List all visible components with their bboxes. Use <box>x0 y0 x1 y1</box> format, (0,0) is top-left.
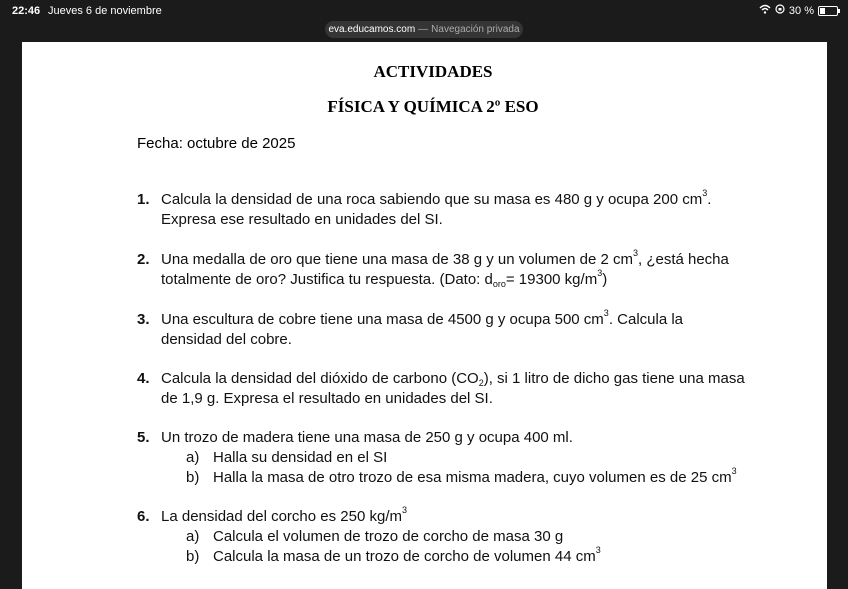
address-domain: eva.educamos.com <box>328 24 416 35</box>
subscript: 2 <box>478 378 484 388</box>
sub-letter: b) <box>186 548 200 565</box>
sub-letter: a) <box>186 449 200 466</box>
question-number: 1. <box>137 191 150 208</box>
question-number: 5. <box>137 429 150 446</box>
question-line <box>161 270 757 290</box>
sub-letter: b) <box>186 469 200 486</box>
question-6 <box>137 507 757 567</box>
document-title: ACTIVIDADES <box>373 62 493 81</box>
text-part: . Calcula la <box>608 311 684 328</box>
address-bar[interactable] <box>325 21 523 38</box>
question-number: 4. <box>137 370 150 387</box>
superscript: 3 <box>402 505 408 515</box>
question-line: Un trozo de madera tiene una masa de 250 g y ocupa 400 ml. <box>161 429 573 446</box>
question-line <box>161 507 757 527</box>
battery-percent: 30 % <box>788 4 814 17</box>
sub-question-6a <box>186 527 757 547</box>
text-part: ) <box>602 271 608 288</box>
text-part: , ¿está hecha <box>637 251 729 268</box>
question-line: densidad del cobre. <box>161 331 292 348</box>
question-line: de 1,9 g. Expresa el resultado en unidades del SI. <box>161 390 493 407</box>
question-5 <box>137 428 757 488</box>
question-3 <box>137 310 757 350</box>
question-4 <box>137 369 757 409</box>
sub-text: Calcula la masa de un trozo de corcho de volumen 44 cm <box>213 548 596 565</box>
text-part: . <box>707 191 712 208</box>
superscript: 3 <box>632 248 638 258</box>
wifi-icon <box>759 4 771 17</box>
sub-question-5b <box>186 468 757 488</box>
question-number: 3. <box>137 311 150 328</box>
question-number: 6. <box>137 508 150 525</box>
question-2 <box>137 250 757 290</box>
document-page[interactable] <box>22 42 827 589</box>
superscript: 3 <box>731 466 737 476</box>
question-line: Expresa ese resultado en unidades del SI. <box>161 211 443 228</box>
sub-question-5a <box>186 448 757 468</box>
sub-text: Halla su densidad en el SI <box>213 449 388 466</box>
text-part: totalmente de oro? Justifica tu respuesta. (Dato: d <box>161 271 493 288</box>
text-part: Calcula la densidad de una roca sabiendo que su masa es 480 g y ocupa 200 cm <box>161 191 703 208</box>
status-bar <box>0 0 848 22</box>
status-date: Jueves 6 de noviembre <box>48 5 162 17</box>
address-separator: — <box>418 24 429 35</box>
subscript: oro <box>492 279 506 289</box>
question-line <box>161 250 757 270</box>
text-part: Una medalla de oro que tiene una masa de 38 g y un volumen de 2 cm <box>161 251 633 268</box>
document-date: Fecha: octubre de 2025 <box>137 135 296 152</box>
sub-text: Calcula el volumen de trozo de corcho de masa 30 g <box>213 528 564 545</box>
sub-question-6b <box>186 547 757 567</box>
superscript: 3 <box>597 268 603 278</box>
orientation-lock-icon <box>775 4 785 17</box>
question-1 <box>137 190 757 230</box>
text-part: La densidad del corcho es 250 kg/m <box>161 508 402 525</box>
status-time: 22:46 <box>12 5 41 17</box>
sub-letter: a) <box>186 528 200 545</box>
sub-text: Halla la masa de otro trozo de esa misma madera, cuyo volumen es de 25 cm <box>213 469 732 486</box>
battery-icon <box>818 6 838 16</box>
status-right <box>759 4 838 17</box>
superscript: 3 <box>595 545 601 555</box>
text-part: Una escultura de cobre tiene una masa de 4500 g y ocupa 500 cm <box>161 311 604 328</box>
question-line <box>161 310 757 330</box>
question-line <box>161 369 757 389</box>
superscript: 3 <box>702 188 708 198</box>
question-line <box>161 190 757 210</box>
text-part: Calcula la densidad del dióxido de carbono (CO <box>161 370 479 387</box>
superscript: 3 <box>603 308 609 318</box>
text-part: ), si 1 litro de dicho gas tiene una masa <box>483 370 745 387</box>
private-mode-label: Navegación privada <box>431 24 520 35</box>
document-subtitle: FÍSICA Y QUÍMICA 2º ESO <box>327 97 539 116</box>
question-number: 2. <box>137 251 150 268</box>
text-part: = 19300 kg/m <box>505 271 598 288</box>
